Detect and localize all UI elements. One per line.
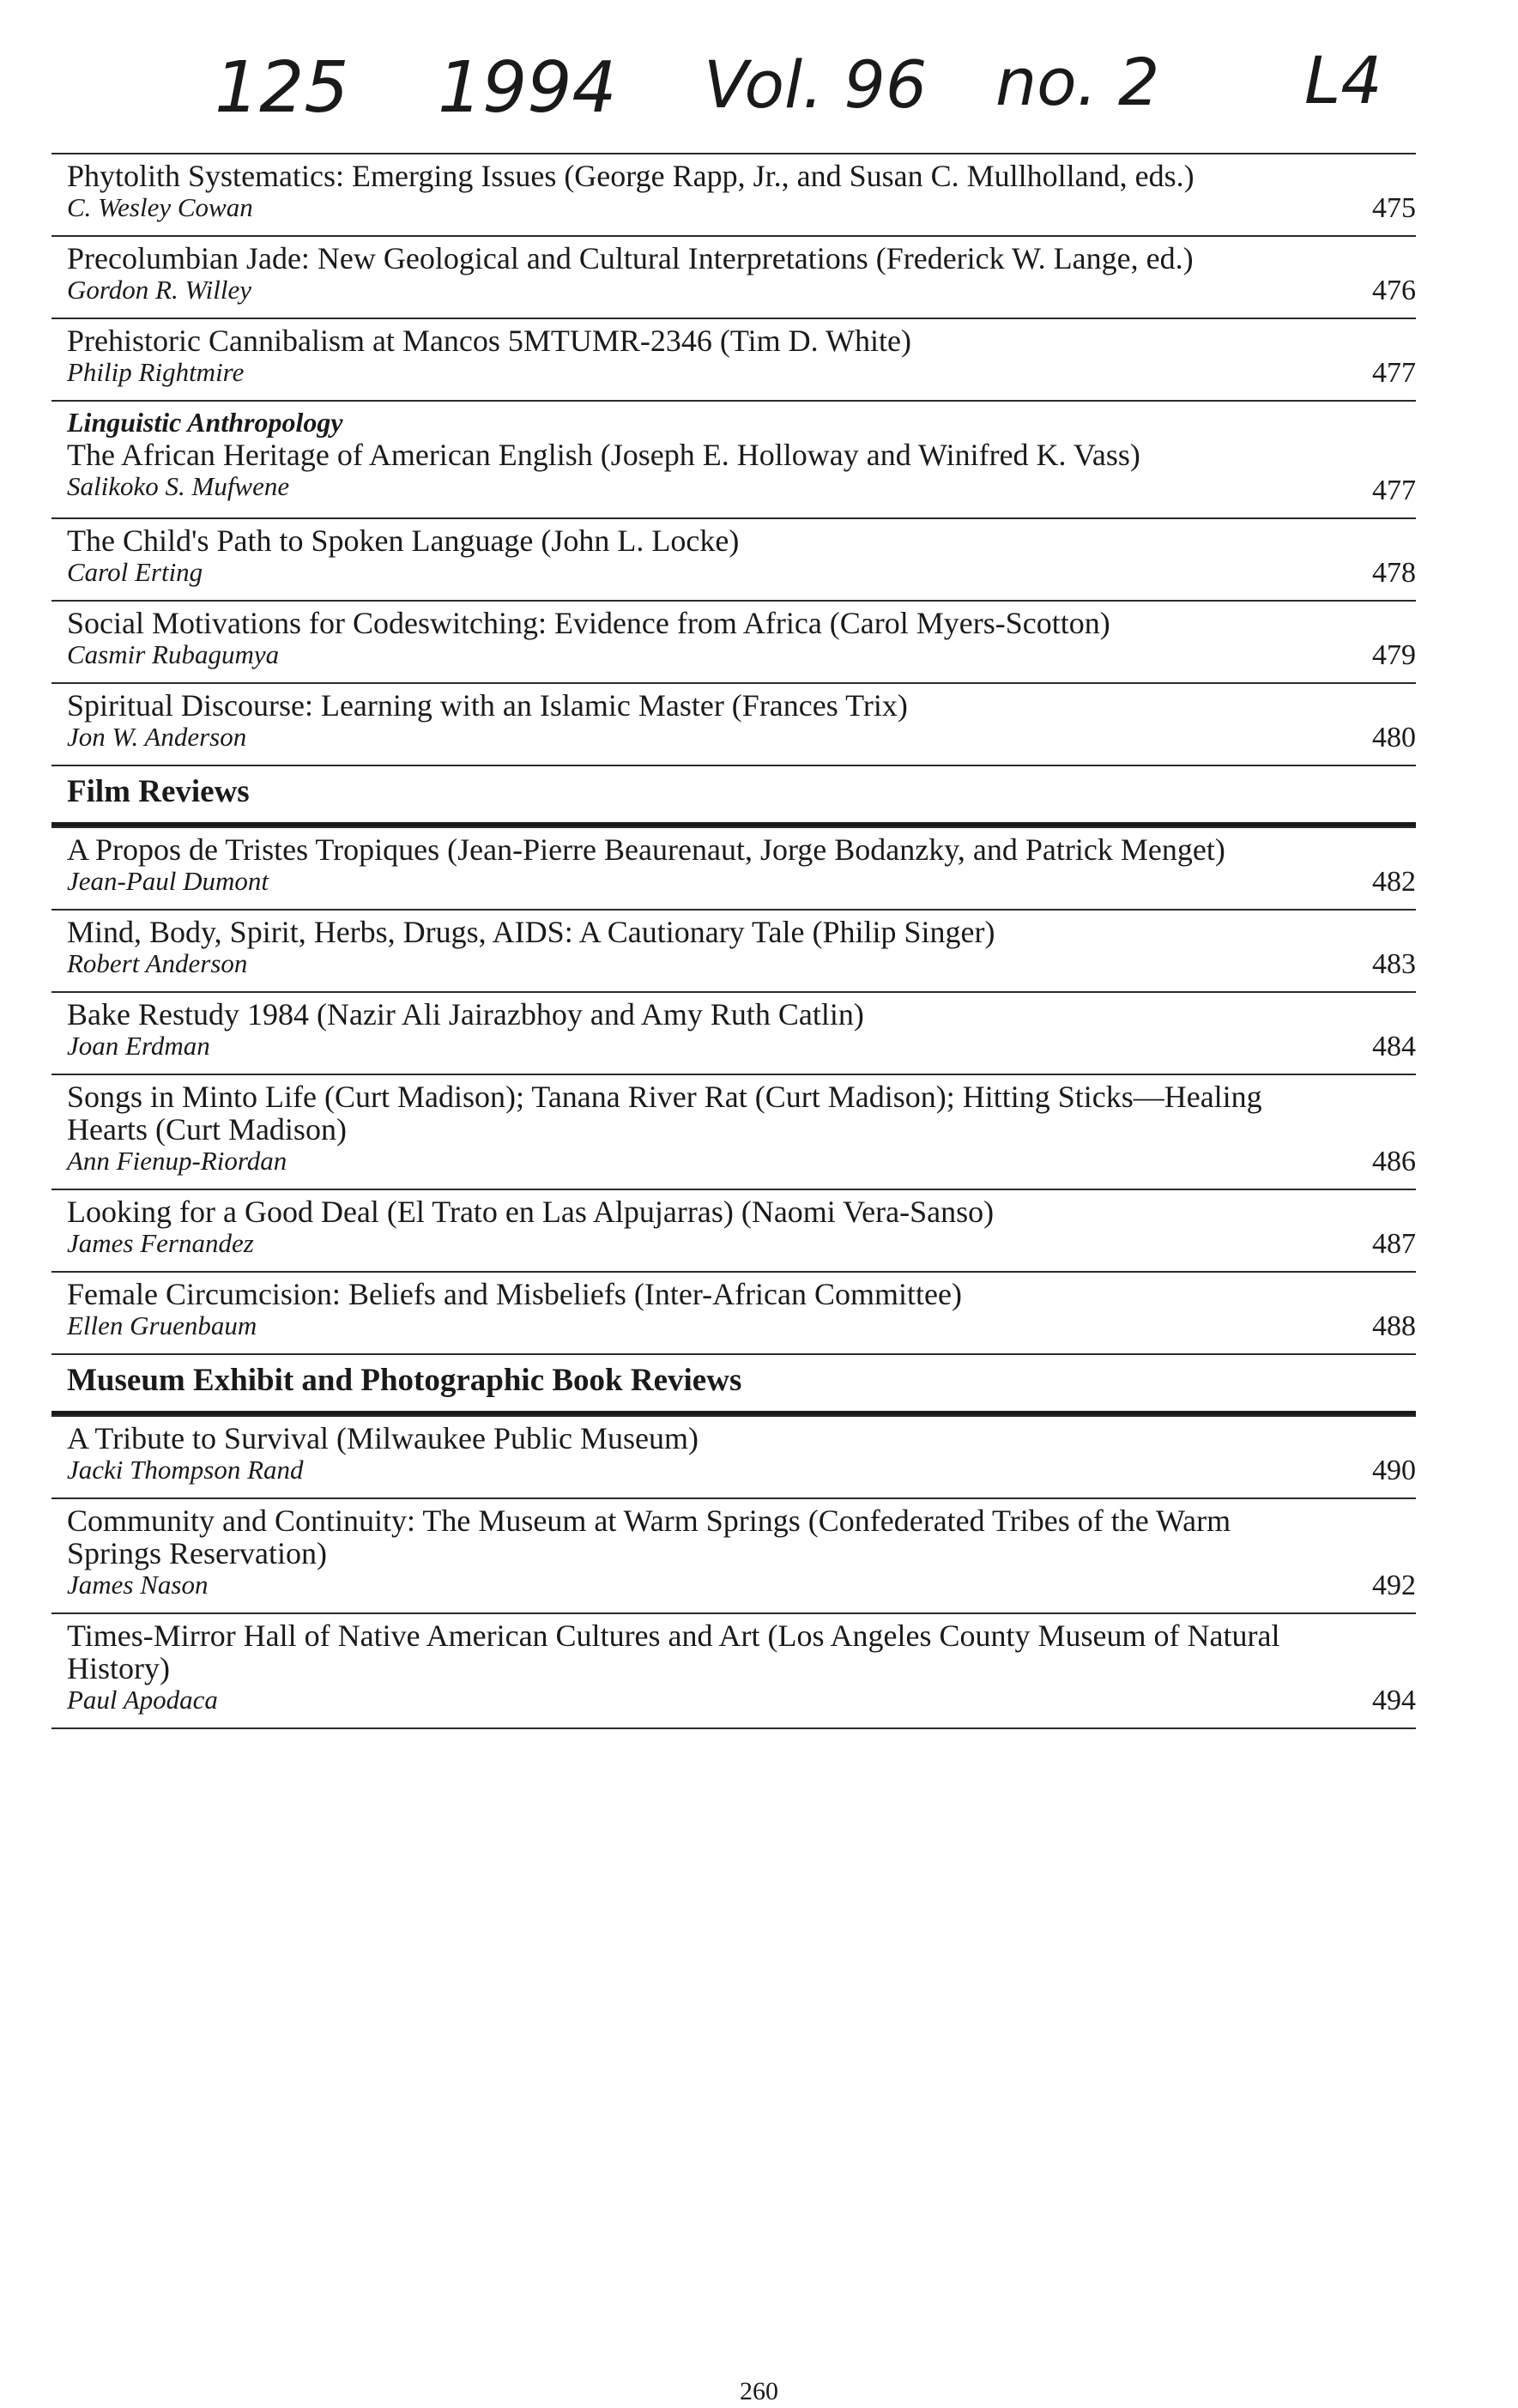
entry-page-number: 490 — [1372, 1455, 1416, 1486]
svg-text:no. 2: no. 2 — [995, 44, 1160, 120]
section-heading: Museum Exhibit and Photographic Book Reviews — [51, 1353, 1416, 1415]
entry-title: Precolumbian Jade: New Geological and Cultural Interpretations (Frederick W. Lange, ed.) — [67, 241, 1194, 275]
entry-title: Community and Continuity: The Museum at Warm Springs (Confederated Tribes of the Warm Springs Reservation) — [67, 1503, 1231, 1570]
entry-reviewer: Robert Anderson — [67, 948, 248, 978]
entry-reviewer: Ann Fienup-Riordan — [67, 1146, 287, 1176]
entry-reviewer: Paul Apodaca — [67, 1685, 218, 1715]
handwritten-annotation — [0, 26, 1518, 137]
entry-reviewer: Ellen Gruenbaum — [67, 1310, 257, 1340]
entry-title: Mind, Body, Spirit, Herbs, Drugs, AIDS: A Cautionary Tale (Philip Singer) — [67, 915, 995, 949]
toc-entry — [51, 153, 1416, 235]
entry-page-number: 475 — [1372, 192, 1416, 224]
entry-title: Prehistoric Cannibalism at Mancos 5MTUMR-2346 (Tim D. White) — [67, 324, 911, 358]
entry-page-number: 480 — [1372, 722, 1416, 753]
entry-page-number: 488 — [1372, 1310, 1416, 1342]
entry-reviewer: Gordon R. Willey — [67, 275, 251, 305]
table-of-contents — [51, 153, 1416, 1729]
entry-title: A Tribute to Survival (Milwaukee Public Museum) — [67, 1421, 699, 1455]
page-number: 260 — [740, 2377, 778, 2405]
toc-entry — [51, 439, 1416, 517]
entry-title: The African Heritage of American English (Joseph E. Holloway and Winifred K. Vass) — [67, 438, 1140, 472]
entry-reviewer: Salikoko S. Mufwene — [67, 471, 290, 501]
entry-title: Phytolith Systematics: Emerging Issues (George Rapp, Jr., and Susan C. Mullholland, eds.) — [67, 159, 1194, 193]
entry-page-number: 486 — [1372, 1146, 1416, 1177]
section-heading: Film Reviews — [51, 765, 1416, 826]
entry-reviewer: Carol Erting — [67, 557, 203, 587]
entry-reviewer: Jon W. Anderson — [67, 722, 247, 752]
toc-entry — [51, 826, 1416, 909]
toc-entry — [51, 517, 1416, 600]
toc-entry — [51, 1612, 1416, 1727]
entry-reviewer: C. Wesley Cowan — [67, 192, 253, 222]
toc-entry — [51, 1189, 1416, 1271]
entry-page-number: 478 — [1372, 557, 1416, 589]
entry-page-number: 484 — [1372, 1031, 1416, 1062]
toc-entry — [51, 1271, 1416, 1353]
entry-title: A Propos de Tristes Tropiques (Jean-Pierre Beaurenaut, Jorge Bodanzky, and Patrick Menget) — [67, 832, 1225, 867]
rule — [51, 1727, 1416, 1729]
entry-title: Times-Mirror Hall of Native American Cultures and Art (Los Angeles County Museum of Natural History) — [67, 1618, 1280, 1685]
entry-page-number: 494 — [1372, 1685, 1416, 1716]
toc-entry — [51, 318, 1416, 400]
entry-reviewer: Jacki Thompson Rand — [67, 1455, 304, 1485]
entry-title: Female Circumcision: Beliefs and Misbeliefs (Inter-African Committee) — [67, 1277, 962, 1311]
toc-entry — [51, 235, 1416, 318]
entry-reviewer: James Nason — [67, 1570, 209, 1600]
section-heading: Linguistic Anthropology — [51, 400, 1416, 439]
toc-entry — [51, 682, 1416, 765]
entry-title: The Child's Path to Spoken Language (John L. Locke) — [67, 523, 740, 558]
svg-text:L4: L4 — [1304, 42, 1382, 118]
entry-page-number: 477 — [1372, 357, 1416, 389]
toc-entry — [51, 600, 1416, 682]
entry-title: Looking for a Good Deal (El Trato en Las Alpujarras) (Naomi Vera-Sanso) — [67, 1195, 995, 1229]
entry-reviewer: Jean-Paul Dumont — [67, 866, 269, 896]
entry-title: Social Motivations for Codeswitching: Evidence from Africa (Carol Myers-Scotton) — [67, 606, 1110, 640]
entry-title: Songs in Minto Life (Curt Madison); Tanana River Rat (Curt Madison); Hitting Sticks—Healing Hearts (Curt Madison) — [67, 1080, 1262, 1147]
entry-page-number: 476 — [1372, 275, 1416, 306]
entry-page-number: 483 — [1372, 948, 1416, 980]
toc-entry — [51, 909, 1416, 991]
entry-page-number: 482 — [1372, 866, 1416, 898]
toc-entry — [51, 991, 1416, 1074]
entry-title: Bake Restudy 1984 (Nazir Ali Jairazbhoy and Amy Ruth Catlin) — [67, 997, 864, 1032]
entry-reviewer: James Fernandez — [67, 1228, 254, 1258]
entry-page-number: 477 — [1372, 475, 1416, 506]
entry-reviewer: Philip Rightmire — [67, 357, 245, 387]
entry-page-number: 492 — [1372, 1570, 1416, 1601]
toc-entry — [51, 1497, 1416, 1612]
entry-reviewer: Joan Erdman — [67, 1031, 210, 1061]
entry-title: Spiritual Discourse: Learning with an Islamic Master (Frances Trix) — [67, 688, 908, 723]
svg-text:Vol. 96: Vol. 96 — [704, 46, 928, 123]
entry-page-number: 487 — [1372, 1228, 1416, 1260]
entry-reviewer: Casmir Rubagumya — [67, 639, 280, 669]
toc-entry — [51, 1074, 1416, 1189]
svg-text:125: 125 — [215, 47, 349, 129]
entry-page-number: 479 — [1372, 639, 1416, 671]
svg-text:1994: 1994 — [438, 47, 617, 129]
toc-entry — [51, 1415, 1416, 1497]
